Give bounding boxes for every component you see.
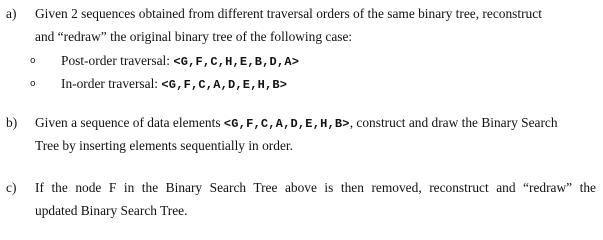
question-a-text-1: Given 2 sequences obtained from different traversal orders of the same binary tree, reconstruct — [35, 6, 542, 21]
question-a-bullet-1 — [6, 53, 596, 73]
question-a-label: a) — [6, 6, 17, 21]
question-a — [6, 6, 596, 96]
question-b-text-1a: Given a sequence of data elements — [35, 115, 224, 130]
question-c-line-2 — [35, 203, 187, 219]
question-c-label: c) — [6, 180, 17, 195]
question-c-text-1: If the node F in the Binary Search Tree above is then removed, reconstruct and “redraw” the — [35, 180, 596, 195]
question-b-label: b) — [6, 115, 18, 130]
question-b-line-1 — [35, 115, 558, 131]
postorder-sequence: <G,F,C,H,E,B,D,A> — [173, 55, 300, 69]
question-b — [6, 115, 596, 155]
question-c — [6, 180, 596, 220]
question-a-text-2: and “redraw” the original binary tree of the following case: — [35, 29, 353, 44]
question-c-text-2: updated Binary Search Tree. — [35, 203, 188, 218]
inorder-label: In-order traversal: — [61, 76, 162, 91]
question-a-line-2 — [35, 29, 352, 45]
bullet-marker: o — [30, 79, 36, 89]
question-b-text-2: Tree by inserting elements sequentially in order. — [35, 138, 293, 153]
bullet-marker: o — [30, 56, 36, 66]
question-a-bullet-2 — [6, 76, 596, 96]
postorder-line — [61, 53, 299, 69]
inorder-sequence: <G,F,C,A,D,E,H,B> — [161, 78, 288, 92]
inorder-line — [61, 76, 287, 92]
question-b-sequence: <G,F,C,A,D,E,H,B> — [223, 117, 350, 131]
question-b-text-1b: , construct and draw the Binary Search — [349, 115, 558, 130]
question-b-line-2 — [35, 138, 293, 154]
question-a-line-1 — [35, 6, 596, 22]
postorder-label: Post-order traversal: — [61, 53, 174, 68]
question-c-line-1 — [35, 180, 596, 196]
